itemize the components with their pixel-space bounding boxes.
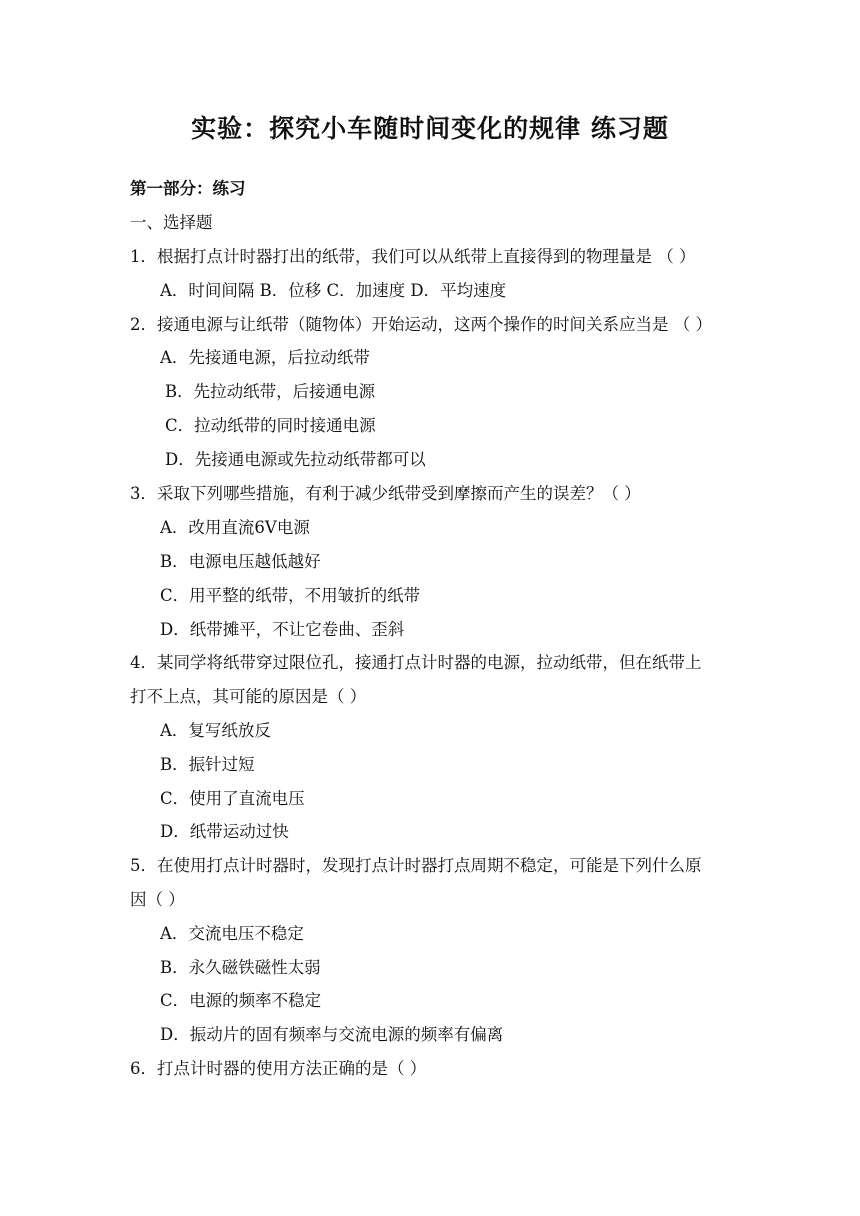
question-2-stem: 2．接通电源与让纸带（随物体）开始运动，这两个操作的时间关系应当是 （ ）: [130, 315, 712, 334]
part-heading: 第一部分：练习: [130, 179, 246, 198]
question-1-options: A．时间间隔 B．位移 C．加速度 D．平均速度: [160, 281, 507, 300]
question-5-stem-line-2: 因（ ）: [130, 890, 185, 909]
question-2-option-b: B．先拉动纸带，后接通电源: [165, 382, 376, 401]
question-3-option-a: A．改用直流6V电源: [160, 518, 310, 537]
question-5-stem-line-1: 5．在使用打点计时器时，发现打点计时器打点周期不稳定，可能是下列什么原: [130, 856, 702, 875]
question-1-stem: 1．根据打点计时器打出的纸带，我们可以从纸带上直接得到的物理量是 （ ）: [130, 247, 696, 266]
question-5-option-b: B．永久磁铁磁性太弱: [160, 958, 321, 977]
question-4-option-c: C．使用了直流电压: [160, 789, 305, 808]
document-title: 实验：探究小车随时间变化的规律 练习题: [191, 114, 669, 143]
question-6-stem: 6．打点计时器的使用方法正确的是（ ）: [130, 1059, 427, 1078]
question-4-option-d: D．纸带运动过快: [160, 822, 289, 841]
question-5-option-c: C．电源的频率不稳定: [160, 991, 322, 1010]
question-3-option-d: D．纸带摊平，不让它卷曲、歪斜: [160, 620, 405, 639]
question-4-option-b: B．振针过短: [160, 755, 255, 774]
question-5-option-a: A．交流电压不稳定: [160, 924, 304, 943]
question-3-option-c: C．用平整的纸带，不用皱折的纸带: [160, 586, 421, 605]
question-2-option-c: C．拉动纸带的同时接通电源: [165, 416, 376, 435]
question-3-stem: 3．采取下列哪些措施，有利于减少纸带受到摩擦而产生的误差？（ ）: [130, 484, 641, 503]
question-3-option-b: B．电源电压越低越好: [160, 552, 321, 571]
section-heading: 一、选择题: [130, 213, 213, 232]
question-4-stem-line-2: 打不上点，其可能的原因是（ ）: [130, 687, 367, 706]
question-5-option-d: D．振动片的固有频率与交流电源的频率有偏离: [160, 1025, 504, 1044]
question-4-option-a: A．复写纸放反: [160, 721, 271, 740]
question-4-stem-line-1: 4．某同学将纸带穿过限位孔，接通打点计时器的电源，拉动纸带，但在纸带上: [130, 653, 702, 672]
question-2-option-d: D．先接通电源或先拉动纸带都可以: [165, 450, 426, 469]
question-2-option-a: A．先接通电源，后拉动纸带: [160, 348, 370, 367]
